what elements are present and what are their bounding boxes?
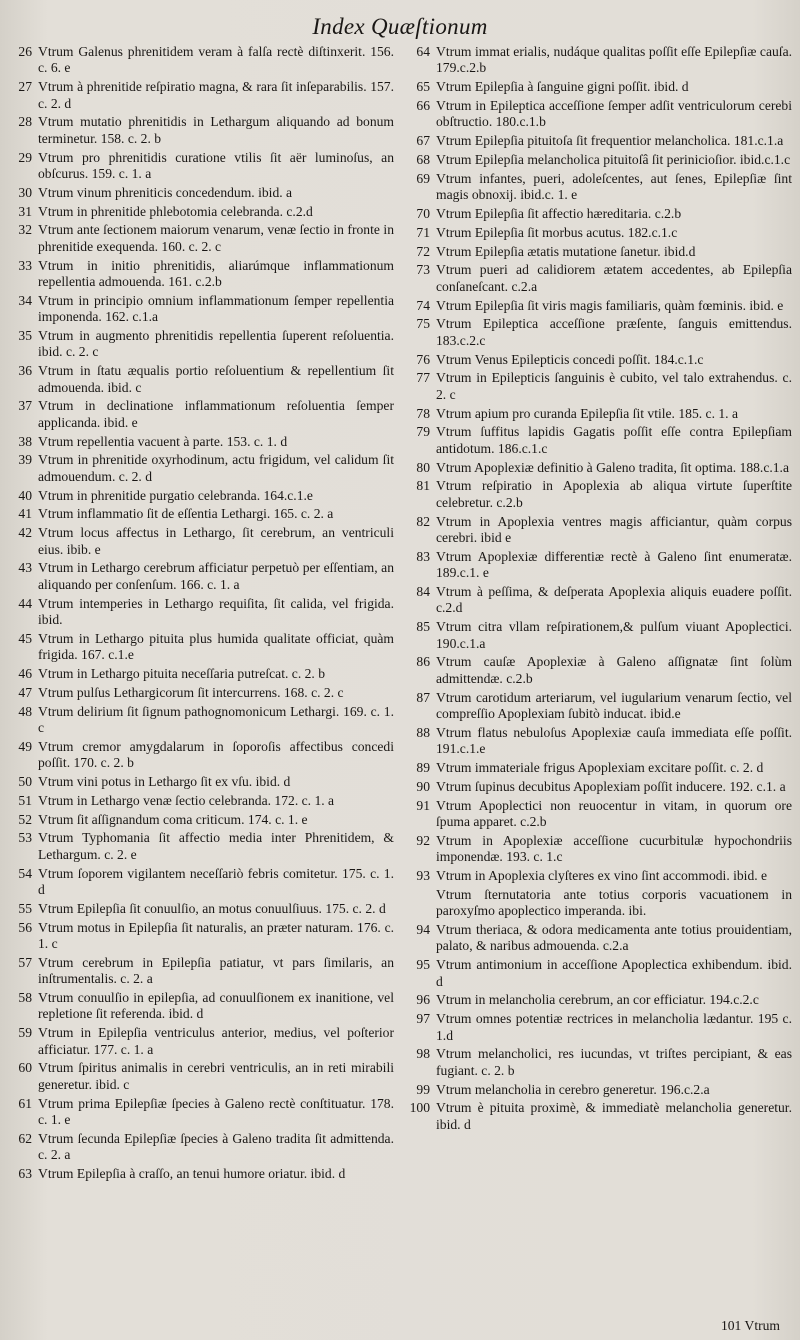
index-entry: [8, 44, 394, 77]
entry-text: Vtrum in ſtatu æqualis portio reſoluentium & repellentium ſit admouenda. ibid. c: [38, 363, 394, 395]
entry-text: Vtrum in initio phrenitidis, aliarúmque inflammationum repellentia admouenda. 161. c.2.b: [38, 257, 394, 290]
entry-number: 49: [18, 738, 32, 754]
index-entry: [406, 922, 792, 955]
entry-text: Vtrum vini potus in Lethargo ſit ex vſu. ibid. d: [38, 774, 291, 790]
entry-text: Vtrum in Apoplexia clyſteres ex vino ſint accommodi. ibid. e: [436, 868, 768, 884]
entry-number: 63: [18, 1166, 32, 1182]
index-entry: [8, 525, 394, 558]
entry-number: 92: [416, 832, 430, 848]
index-entry: [8, 488, 394, 504]
entry-text: Vtrum ſuffitus lapidis Gagatis poſſit eſſe contra Epilepſiam antidotum. 186.c.1.c: [436, 424, 792, 456]
entry-number: 46: [18, 666, 32, 682]
entry-number: 39: [18, 452, 32, 468]
index-entry: [406, 133, 792, 149]
entry-text: Vtrum Apoplectici non reuocentur in vitam, in quorum ore ſpuma apparet. c.2.b: [436, 797, 792, 830]
entry-number: 94: [416, 922, 430, 938]
index-entry: [406, 779, 792, 795]
index-entry: [406, 1082, 792, 1098]
index-entry: [8, 812, 394, 828]
index-entry: [8, 1166, 394, 1182]
entry-text: Vtrum Epilepſia ætatis mutatione ſanetur. ibid.d: [436, 243, 696, 259]
entry-text: Vtrum in Lethargo cerebrum afficiatur perpetuò per eſſentiam, an aliquando per conſenſum. 166. c. 1. a: [38, 560, 394, 592]
index-entry: [8, 1025, 394, 1058]
entry-number: 77: [416, 370, 430, 386]
entry-text: Vtrum citra vllam reſpirationem,& pulſum viuant Apoplectici. 190.c.1.a: [436, 619, 792, 651]
entry-number: 56: [18, 919, 32, 935]
entry-number: 98: [416, 1046, 430, 1062]
entry-number: 90: [416, 778, 430, 794]
index-entry: [8, 185, 394, 201]
entry-text: Vtrum prima Epilepſiæ ſpecies à Galeno rectè conſtituatur. 178. c. 1. e: [38, 1095, 394, 1128]
index-entry: [406, 887, 792, 920]
entry-text: Vtrum ſecunda Epilepſiæ ſpecies à Galeno tradita ſit admittenda. c. 2. a: [38, 1130, 394, 1163]
entry-text: Vtrum flatus nebuloſus Apoplexiæ cauſa immediata eſſe poſſit. 191.c.1.e: [436, 724, 792, 757]
index-entry: [8, 79, 394, 112]
index-entry: [8, 596, 394, 629]
entry-text: Vtrum Epilepſia ſit morbus acutus. 182.c.1.c: [436, 224, 678, 240]
index-entry: [406, 549, 792, 582]
entry-number: 91: [416, 797, 430, 813]
entry-text: Vtrum Epilepſia pituitoſa ſit frequentior melancholica. 181.c.1.a: [436, 133, 784, 149]
entry-number: 47: [18, 684, 32, 700]
index-entry: [8, 328, 394, 361]
index-entry: [406, 725, 792, 758]
entry-text: Vtrum repellentia vacuent à parte. 153. c. 1. d: [38, 433, 288, 449]
entry-text: Vtrum in Epileptica acceſſione ſemper adſit ventriculorum cerebi obſtructio. 180.c.1.b: [436, 98, 792, 130]
entry-text: Vtrum infantes, pueri, adoleſcentes, aut ſenes, Epilepſiæ ſint magis obnoxij. ibid.c. 1. e: [436, 170, 792, 203]
entry-text: Vtrum Epilepſia melancholica pituitoſâ ſit perinicioſior. ibid.c.1.c: [436, 152, 791, 167]
entry-number: 67: [416, 133, 430, 149]
entry-text: Vtrum in principio omnium inflammationum ſemper repellentia imponenda. 162. c.1.a: [38, 292, 394, 325]
index-entry: [8, 685, 394, 701]
index-entry: [8, 1060, 394, 1093]
entry-number: 44: [18, 595, 32, 611]
index-entry: [8, 363, 394, 396]
entry-text: Vtrum è pituita proximè, & immediatè melancholia generetur. ibid. d: [436, 1100, 792, 1132]
entry-number: 27: [18, 79, 32, 95]
index-entry: [406, 1011, 792, 1044]
entry-number: 35: [18, 328, 32, 344]
index-entry: [8, 560, 394, 593]
entry-text: Vtrum ſupinus decubitus Apoplexiam poſſit inducere. 192. c.1. a: [436, 778, 786, 794]
index-entry: [406, 654, 792, 687]
index-entry: [406, 868, 792, 884]
index-entry: [8, 774, 394, 790]
index-entry: [8, 293, 394, 326]
entry-text: Vtrum in Epilepſia ventriculus anterior, medius, vel poſterior afficiatur. 177. c. 1. a: [38, 1025, 394, 1057]
entry-text: Vtrum cauſæ Apoplexiæ à Galeno aſſignatæ ſint ſolùm admittendæ. c.2.b: [436, 654, 792, 686]
entry-number: 73: [416, 262, 430, 278]
entry-number: 74: [416, 297, 430, 313]
entry-text: Vtrum in Epilepticis ſanguinis è cubito, vel talo extrahendus. c. 2. c: [436, 370, 792, 402]
index-entry: [406, 584, 792, 617]
index-entry: [8, 955, 394, 988]
entry-number: 26: [18, 44, 32, 59]
entry-text: Vtrum Apoplexiæ differentiæ rectè à Galeno ſint enumeratæ. 189.c.1. e: [436, 548, 792, 581]
entry-text: Vtrum mutatio phrenitidis in Lethargum aliquando ad bonum terminetur. 158. c. 2. b: [38, 114, 394, 146]
index-entry: [406, 316, 792, 349]
entry-text: Vtrum delirium ſit ſignum pathognomonicum Lethargi. 169. c. 1. c: [38, 703, 394, 736]
index-entry: [406, 44, 792, 77]
entry-number: 34: [18, 292, 32, 308]
index-entry: [406, 225, 792, 241]
entry-text: Vtrum melancholia in cerebro generetur. 196.c.2.a: [436, 1081, 710, 1097]
entry-number: 28: [18, 114, 32, 130]
running-title: Index Quæſtionum: [312, 14, 488, 39]
entry-number: 62: [18, 1130, 32, 1146]
entry-text: Vtrum Epileptica acceſſione præſente, ſanguis emittendus. 183.c.2.c: [436, 316, 792, 348]
entry-number: 37: [18, 398, 32, 414]
entry-number: 81: [416, 478, 430, 494]
entry-number: 55: [18, 900, 32, 916]
entry-text: Vtrum ſoporem vigilantem neceſſariò febris comitetur. 175. c. 1. d: [38, 865, 394, 898]
entry-text: Vtrum pro phrenitidis curatione vtilis ſit aër luminoſus, an obſcurus. 159. c. 1. a: [38, 149, 394, 182]
entry-number: 93: [416, 868, 430, 884]
entry-number: 64: [416, 44, 430, 59]
entry-number: 100: [409, 1100, 430, 1116]
entry-number: 86: [416, 654, 430, 670]
entry-text: Vtrum Epilepſia ſit conuulſio, an motus conuulſiuus. 175. c. 2. d: [38, 900, 386, 916]
entry-number: 33: [18, 257, 32, 273]
entry-number: 40: [18, 487, 32, 503]
entry-text: Vtrum ſpiritus animalis in cerebri ventriculis, an in reti mirabili generetur. ibid. c: [38, 1060, 394, 1092]
entry-text: Vtrum in augmento phrenitidis repellentia ſuperent reſoluentia. ibid. c. 2. c: [38, 328, 394, 360]
entry-text: Vtrum Epilepſia ſit viris magis familiaris, quàm fœminis. ibid. e: [436, 297, 784, 313]
entry-text: Vtrum pulſus Lethargicorum ſit intercurrens. 168. c. 2. c: [38, 684, 344, 700]
index-entry: [8, 704, 394, 737]
index-entry: [406, 957, 792, 990]
entry-text: Vtrum in Lethargo pituita plus humida qualitate officiat, quàm frigida. 167. c.1.e: [38, 630, 394, 663]
entry-text: Vtrum Epilepſia à craſſo, an tenui humore oriatur. ibid. d: [38, 1166, 346, 1182]
entry-number: 59: [18, 1025, 32, 1041]
index-entry: [8, 631, 394, 664]
entry-number: 48: [18, 703, 32, 719]
entry-number: 30: [18, 184, 32, 200]
entry-text: Vtrum in Apoplexiæ acceſſione cucurbitulæ hypochondriis imponendæ. 193. c. 1.c: [436, 832, 792, 865]
entry-number: 70: [416, 206, 430, 221]
index-entry: [406, 79, 792, 95]
index-entry: [406, 760, 792, 776]
entry-text: Vtrum locus affectus in Lethargo, ſit cerebrum, an ventriculi eius. ibib. e: [38, 525, 394, 557]
index-entry: [8, 506, 394, 522]
entry-text: Vtrum pueri ad calidiorem ætatem accedentes, ab Epilepſia conſaneſcant. c.2.a: [436, 262, 792, 294]
index-entry: [406, 619, 792, 652]
index-entry: [406, 424, 792, 457]
entry-number: 68: [416, 152, 430, 167]
entry-text: Vtrum à phrenitide reſpiratio magna, & rara ſit inſeparabilis. 157. c. 2. d: [38, 79, 394, 111]
index-entry: [8, 452, 394, 485]
entry-text: Vtrum ſit aſſignandum coma criticum. 174. c. 1. e: [38, 811, 308, 827]
index-entry: [406, 98, 792, 131]
entry-text: Vtrum Apoplexiæ definitio à Galeno tradita, ſit optima. 188.c.1.a: [436, 459, 789, 475]
index-entry: [8, 1096, 394, 1129]
index-entry: [406, 1046, 792, 1079]
entry-text: Vtrum inflammatio ſit de eſſentia Lethargi. 165. c. 2. a: [38, 506, 334, 522]
index-entry: [406, 352, 792, 368]
entry-number: 95: [416, 957, 430, 973]
index-entry: [8, 258, 394, 291]
entry-text: Vtrum carotidum arteriarum, vel iugularium venarum ſectio, vel compreſſio Apoplexiam ſubitò inducat. ibid.e: [436, 689, 792, 722]
entry-text: Vtrum intemperies in Lethargo requiſita, ſit calida, vel frigida. ibid.: [38, 595, 394, 628]
entry-number: 87: [416, 689, 430, 705]
entry-number: 50: [18, 774, 32, 790]
entry-number: 42: [18, 525, 32, 541]
index-entry: [406, 460, 792, 476]
index-entry: [406, 406, 792, 422]
entry-number: 96: [416, 992, 430, 1008]
entry-number: 83: [416, 548, 430, 564]
index-entry: [8, 114, 394, 147]
entry-number: 31: [18, 203, 32, 219]
index-entry: [406, 206, 792, 222]
entry-number: 89: [416, 760, 430, 776]
entry-text: Vtrum in Apoplexia ventres magis afficiantur, quàm corpus cerebri. ibid e: [436, 513, 792, 545]
entry-number: 36: [18, 363, 32, 379]
entry-number: 43: [18, 560, 32, 576]
entry-text: Vtrum in declinatione inflammationum reſoluentia ſemper applicanda. ibid. e: [38, 398, 394, 430]
entry-text: Vtrum Venus Epilepticis concedi poſſit. 184.c.1.c: [436, 351, 704, 367]
index-entry: [406, 992, 792, 1008]
entry-number: 29: [18, 149, 32, 165]
index-entry: [8, 222, 394, 255]
left-column: [8, 44, 394, 1185]
entry-text: Vtrum Typhomania ſit affectio media inter Phrenitidem, & Lethargum. c. 2. e: [38, 830, 394, 862]
entry-text: Vtrum à peſſima, & deſperata Apoplexia aliquis euadere poſſit. c.2.d: [436, 584, 792, 616]
entry-text: Vtrum cremor amygdalarum in ſoporoſis affectibus concedi poſſit. 170. c. 2. b: [38, 738, 394, 771]
entry-text: Vtrum Epilepſia ſit affectio hæreditaria. c.2.b: [436, 206, 682, 221]
entry-number: 41: [18, 506, 32, 522]
index-entry: [8, 398, 394, 431]
entry-text: Vtrum cerebrum in Epilepſia patiatur, vt pars ſimilaris, an inſtrumentalis. c. 2. a: [38, 954, 394, 987]
entry-text: Vtrum theriaca, & odora medicamenta ante totius prouidentiam, palato, & naribus admouenda. c.2.a: [436, 922, 792, 954]
entry-text: Vtrum apium pro curanda Epilepſia ſit vtile. 185. c. 1. a: [436, 405, 739, 421]
entry-text: Vtrum immat erialis, nudáque qualitas poſſit eſſe Epilepſiæ cauſa. 179.c.2.b: [436, 44, 792, 76]
index-entry: [406, 244, 792, 260]
index-entry: [406, 690, 792, 723]
index-entry: [406, 152, 792, 168]
index-entry: [8, 830, 394, 863]
index-entry: [406, 833, 792, 866]
entry-text: Vtrum reſpiratio in Apoplexia ab aliqua virtute ſuperſtite celebretur. c.2.b: [436, 478, 792, 510]
entry-number: 80: [416, 459, 430, 475]
index-entry: [406, 298, 792, 314]
entry-number: 76: [416, 351, 430, 367]
entry-text: Vtrum conuulſio in epilepſia, ad conuulſionem ex inanitione, vel repletione ſit referenda. ibid. d: [38, 990, 394, 1022]
entry-text: Vtrum in Lethargo pituita neceſſaria putreſcat. c. 2. b: [38, 666, 326, 682]
index-entry: [406, 262, 792, 295]
entry-number: 88: [416, 724, 430, 740]
entry-number: 38: [18, 433, 32, 449]
index-entry: [406, 1100, 792, 1133]
index-entry: [8, 434, 394, 450]
index-entry: [8, 666, 394, 682]
entry-number: 54: [18, 865, 32, 881]
entry-number: 61: [18, 1095, 32, 1111]
entry-text: Vtrum in phrenitide purgatio celebranda. 164.c.1.e: [38, 487, 313, 503]
entry-text: Vtrum vinum phreniticis concedendum. ibid. a: [38, 184, 293, 200]
entry-text: Vtrum in melancholia cerebrum, an cor efficiatur. 194.c.2.c: [436, 992, 759, 1008]
entry-number: 78: [416, 405, 430, 421]
index-entry: [8, 1131, 394, 1164]
entry-number: 52: [18, 811, 32, 827]
index-entry: [8, 920, 394, 953]
index-entry: [8, 739, 394, 772]
entry-number: 60: [18, 1060, 32, 1076]
entry-text: Vtrum in phrenitide phlebotomia celebranda. c.2.d: [38, 203, 313, 219]
entry-text: Vtrum omnes potentiæ rectrices in melancholia lædantur. 195 c. 1.d: [436, 1011, 792, 1043]
index-entry: [8, 866, 394, 899]
index-entry: [8, 901, 394, 917]
entry-number: 99: [416, 1081, 430, 1097]
index-entry: [8, 793, 394, 809]
entry-number: 32: [18, 222, 32, 238]
entry-number: 71: [416, 224, 430, 240]
index-entry: [8, 990, 394, 1023]
entry-text: Vtrum ſternutatoria ante totius corporis vacuationem in paroxyſmo apoplectico imperanda. ibi.: [436, 886, 792, 919]
entry-number: 51: [18, 792, 32, 808]
entry-number: 53: [18, 830, 32, 846]
entry-number: 69: [416, 170, 430, 186]
entry-number: 82: [416, 513, 430, 529]
entry-number: 57: [18, 954, 32, 970]
index-entry: [8, 150, 394, 183]
right-column: [406, 44, 792, 1185]
index-entry: [406, 798, 792, 831]
catchword: 101 Vtrum: [720, 1318, 780, 1333]
entry-number: 72: [416, 243, 430, 259]
index-entry: [406, 514, 792, 547]
entry-number: 97: [416, 1011, 430, 1027]
entry-text: Vtrum ante ſectionem maiorum venarum, venæ ſectio in fronte in phrenitide exequenda. 160. c. 2. c: [38, 222, 394, 254]
entry-text: Vtrum Epilepſia à ſanguine gigni poſſit. ibid. d: [436, 79, 689, 95]
entry-number: 84: [416, 584, 430, 599]
entry-text: Vtrum antimonium in acceſſione Apoplectica exhibendum. ibid. d: [436, 957, 792, 989]
entry-text: Vtrum immateriale frigus Apoplexiam excitare poſſit. c. 2. d: [436, 760, 764, 776]
index-entry: [406, 370, 792, 403]
entry-number: 58: [18, 990, 32, 1006]
index-columns: [8, 44, 792, 1185]
index-entry: [406, 171, 792, 204]
entry-text: Vtrum in Lethargo venæ ſectio celebranda. 172. c. 1. a: [38, 792, 335, 808]
index-entry: [406, 478, 792, 511]
entry-number: 85: [416, 619, 430, 635]
entry-number: 65: [416, 79, 430, 95]
index-entry: [8, 204, 394, 220]
entry-text: Vtrum motus in Epilepſia ſit naturalis, an præter naturam. 176. c. 1. c: [38, 919, 394, 952]
entry-number: 79: [416, 424, 430, 440]
entry-number: 45: [18, 630, 32, 646]
entry-number: 66: [416, 98, 430, 113]
entry-text: Vtrum Galenus phrenitidem veram à falſa rectè diſtinxerit. 156. c. 6. e: [38, 44, 394, 76]
entry-text: Vtrum melancholici, res iucundas, vt triſtes percipiant, & eas fugiant. c. 2. b: [436, 1046, 792, 1078]
entry-text: Vtrum in phrenitide oxyrhodinum, actu frigidum, vel calidum ſit admouendum. c. 2. d: [38, 452, 394, 484]
entry-number: 75: [416, 316, 430, 332]
